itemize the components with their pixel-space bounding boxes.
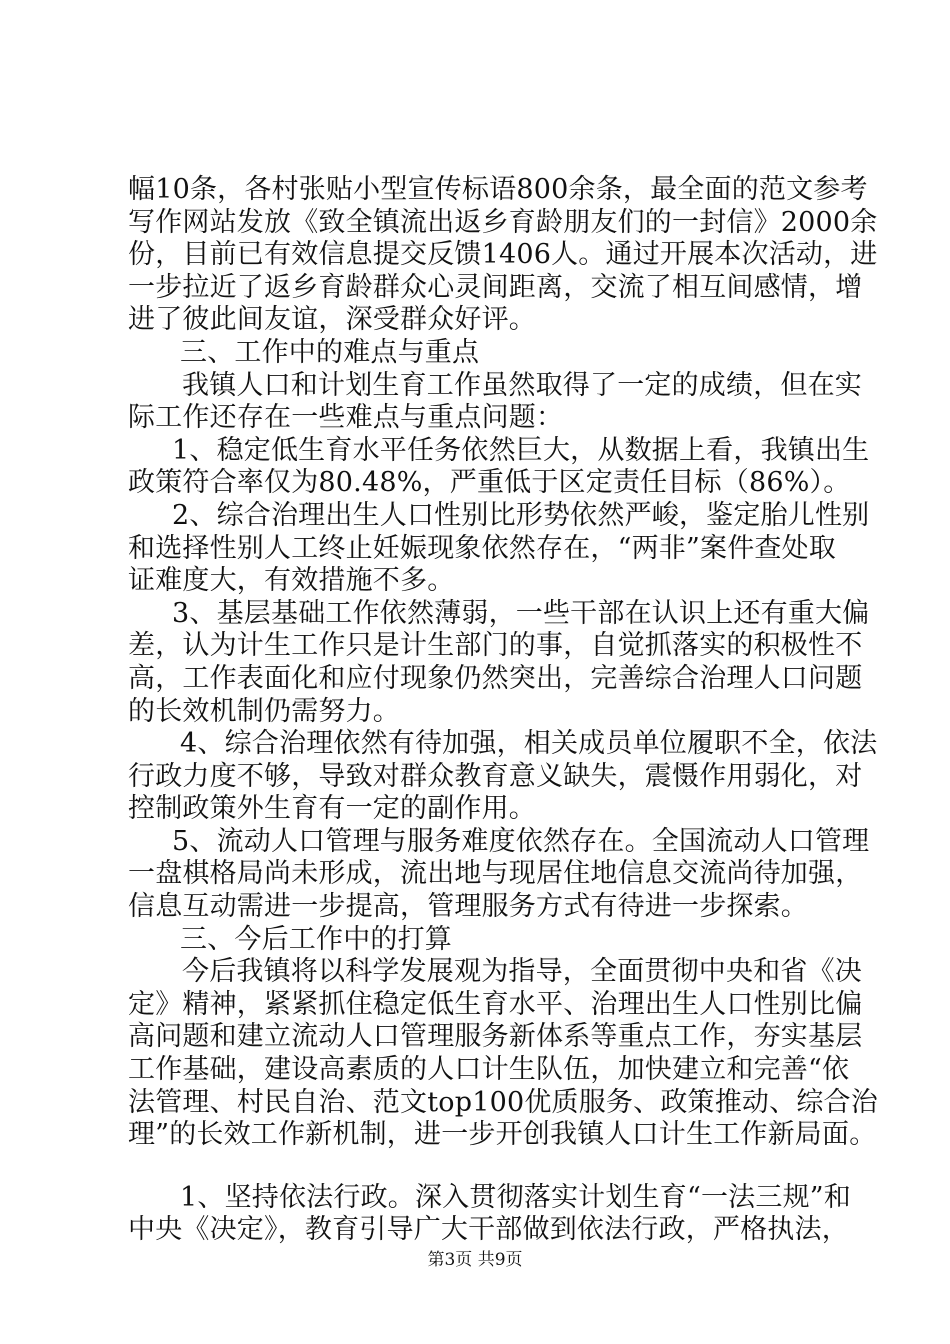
text-line: 和选择性别人工终止妊娠现象依然存在，“两非”案件查处取 [128, 532, 837, 564]
text-line: 我镇人口和计划生育工作虽然取得了一定的成绩，但在实 [182, 369, 862, 401]
document-body [128, 174, 878, 1247]
text-line: 一步拉近了返乡育龄群众心灵间距离，交流了相互间感情，增 [128, 271, 863, 303]
text-line: 4、综合治理依然有待加强，相关成员单位履职不全，依法 [180, 728, 878, 760]
text-line: 份，目前已有效信息提交反馈1406人。通过开展本次活动，进 [128, 239, 878, 271]
text-line: 的长效机制仍需努力。 [128, 695, 400, 727]
paragraph-gap [128, 1152, 828, 1182]
text-line: 政策符合率仅为80.48%，严重低于区定责任目标（86%）。 [128, 467, 851, 499]
text-line: 定》精神，紧紧抓住稳定低生育水平、治理出生人口性别比偏 [128, 988, 863, 1020]
text-line: 今后我镇将以科学发展观为指导，全面贯彻中央和省《决 [182, 956, 862, 988]
section-heading: 三、工作中的难点与重点 [180, 336, 480, 368]
text-line: 高问题和建立流动人口管理服务新体系等重点工作，夯实基层 [128, 1021, 863, 1053]
text-line: 5、流动人口管理与服务难度依然存在。全国流动人口管理 [172, 825, 870, 857]
page-number-footer: 第3页 共9页 [427, 1250, 523, 1270]
text-line: 证难度大，有效措施不多。 [128, 565, 455, 597]
text-line: 理”的长效工作新机制，进一步开创我镇人口计生工作新局面。 [128, 1119, 877, 1151]
text-line: 进了彼此间友谊，深受群众好评。 [128, 304, 536, 336]
text-line: 法管理、村民自治、范文top100优质服务、政策推动、综合治 [128, 1086, 878, 1118]
text-line: 中央《决定》，教育引导广大干部做到依法行政，严格执法， [128, 1214, 849, 1246]
text-line: 1、坚持依法行政。深入贯彻落实计划生育“一法三规”和 [180, 1181, 851, 1213]
text-line: 高，工作表面化和应付现象仍然突出，完善综合治理人口问题 [128, 662, 863, 694]
text-line: 1、稳定低生育水平任务依然巨大，从数据上看，我镇出生 [172, 434, 870, 466]
text-line: 信息互动需进一步提高，管理服务方式有待进一步探索。 [128, 891, 808, 923]
text-line: 行政力度不够，导致对群众教育意义缺失，震慑作用弱化，对 [128, 760, 863, 792]
section-heading: 三、今后工作中的打算 [180, 923, 452, 955]
text-line: 差，认为计生工作只是计生部门的事，自觉抓落实的积极性不 [128, 630, 863, 662]
text-line: 3、基层基础工作依然薄弱，一些干部在认识上还有重大偏 [172, 597, 870, 629]
text-line: 控制政策外生育有一定的副作用。 [128, 793, 536, 825]
text-line: 2、综合治理出生人口性别比形势依然严峻，鉴定胎儿性别 [172, 499, 870, 531]
text-line: 写作网站发放《致全镇流出返乡育龄朋友们的一封信》2000余 [128, 206, 878, 238]
text-line: 一盘棋格局尚未形成，流出地与现居住地信息交流尚待加强， [128, 858, 863, 890]
text-line: 幅10条，各村张贴小型宣传标语800余条，最全面的范文参考 [128, 174, 868, 205]
text-line: 工作基础，建设高素质的人口计生队伍，加快建立和完善“依 [128, 1054, 850, 1086]
text-line: 际工作还存在一些难点与重点问题： [128, 402, 564, 434]
